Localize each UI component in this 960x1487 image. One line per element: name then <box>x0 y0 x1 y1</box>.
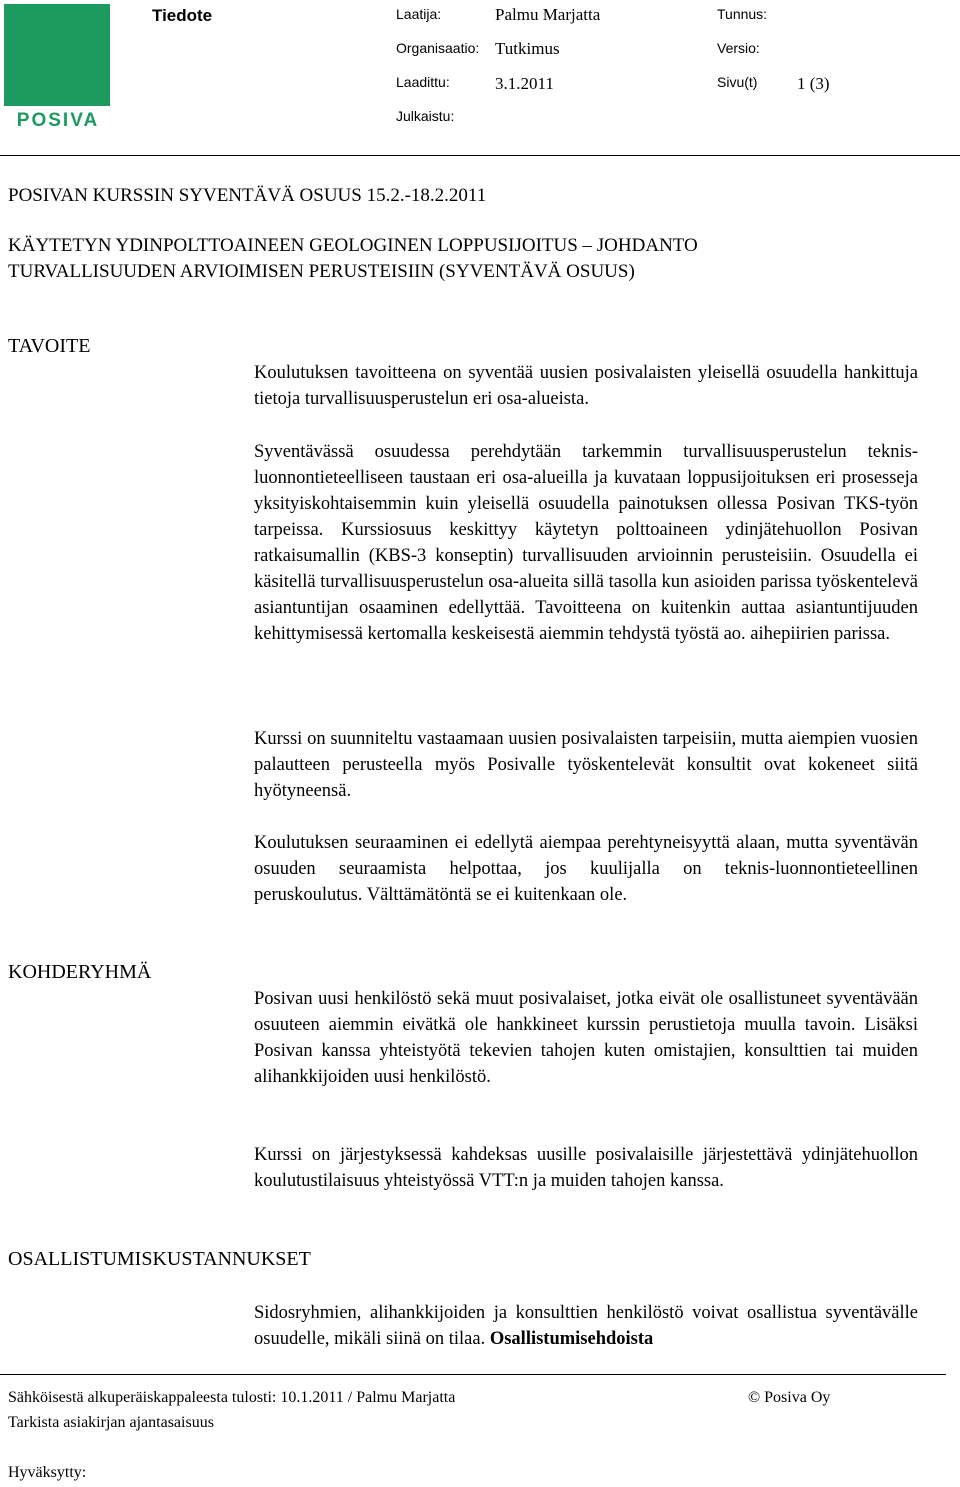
author-label: Laatija: <box>396 6 442 22</box>
organisation-value: Tutkimus <box>495 39 560 58</box>
participation-terms-bold: Osallistumisehdoista <box>489 1329 654 1349</box>
paragraph-course-design: Kurssi on suunniteltu vastaamaan uusien posivalaisten tarpeisiin, mutta aiempien vuosien palautteen perusteella myös Posivalle työskentelevät konsultit ovat kokeneet siitä hyötyneensä. <box>254 729 918 801</box>
organisation-label: Organisaatio: <box>396 40 480 56</box>
paragraph-goal-details: Syventävässä osuudessa perehdytään tarkemmin turvallisuusperustelun teknis-luonnontieteelliseen taustaan eri osa-alueilla ja kuvataan loppusijoituksen eri prosesseja yksityiskohtaisemmin kuin yleisellä osuudella painotuksen ollessa Posivan TKS-työn tarpeissa. Kurssiosuus keskittyy käytetyn polttoaineen ydinjätehuollon Posivan ratkaisumallin (KBS-3 konseptin) turvallisuuden arvioinnin perusteisiin. Osuudella ei käsitellä turvallisuusperustelun osa-alueita sillä tasolla kun asioiden parissa työskentelevä asiantuntijan osaaminen edellyttää. Tavoitteena on kuitenkin auttaa asiantuntijuuden kehittymisessä kertomalla keskeisestä aiemmin tehdystä työstä ao. aihepiirien parissa. <box>254 442 918 644</box>
page-value: 1 (3) <box>797 74 830 93</box>
section-label-osallistumiskustannukset: OSALLISTUMISKUSTANNUKSET <box>8 1248 311 1270</box>
section-label-kohderyhma: KOHDERYHMÄ <box>8 961 152 983</box>
created-value: 3.1.2011 <box>495 74 554 93</box>
footer-printed: Sähköisestä alkuperäiskappaleesta tulosti: 10.1.2011 / Palmu Marjatta <box>8 1389 456 1406</box>
logo-wordmark <box>4 108 112 130</box>
version-label: Versio: <box>717 40 760 56</box>
subject-title-line1: KÄYTETYN YDINPOLTTOAINEEN GEOLOGINEN LOPPUSIJOITUS – JOHDANTO <box>8 235 698 256</box>
posiva-logo <box>4 4 112 132</box>
footer-divider <box>0 1374 946 1375</box>
header-divider <box>0 155 960 156</box>
paragraph-course-history: Kurssi on järjestyksessä kahdeksas uusille posivalaisille järjestettävä ydinjätehuollon koulutustilaisuus yhteistyössä VTT:n ja muiden tahojen kanssa. <box>254 1145 918 1191</box>
course-title: POSIVAN KURSSIN SYVENTÄVÄ OSUUS 15.2.-18.2.2011 <box>8 185 487 206</box>
published-label: Julkaistu: <box>396 108 455 124</box>
document-type: Tiedote <box>152 6 213 25</box>
svg-text:POSIVA: POSIVA <box>16 110 100 130</box>
footer-copyright: © Posiva Oy <box>748 1389 831 1406</box>
paragraph-goal-intro: Koulutuksen tavoitteena on syventää uusien posivalaisten yleisellä osuudella hankittuja tietoja turvallisuusperustelun eri osa-alueista. <box>254 363 918 409</box>
id-label: Tunnus: <box>717 6 768 22</box>
page-label: Sivu(t) <box>717 74 758 90</box>
footer-approved-label: Hyväksytty: <box>8 1464 87 1481</box>
participation-text: Sidosryhmien, alihankkijoiden ja konsulttien henkilöstö voivat osallistua syventävälle osuudelle, mikäli siinä on tilaa. <box>254 1303 918 1349</box>
paragraph-participation-costs <box>254 1300 918 1352</box>
subject-title-line2: TURVALLISUUDEN ARVIOIMISEN PERUSTEISIIN (SYVENTÄVÄ OSUUS) <box>8 261 635 282</box>
created-label: Laadittu: <box>396 74 450 90</box>
paragraph-prerequisites: Koulutuksen seuraaminen ei edellytä aiempaa perehtyneisyyttä alaan, mutta syventävän osuuden seuraamista helpottaa, jos kuulijalla on teknis-luonnontieteellinen peruskoulutus. Välttämätöntä se ei kuitenkaan ole. <box>254 833 918 905</box>
logo-green-block <box>4 4 110 106</box>
author-value: Palmu Marjatta <box>495 5 601 24</box>
paragraph-target-group: Posivan uusi henkilöstö sekä muut posivalaiset, jotka eivät ole osallistuneet syventävään osuuteen aiemmin eivätkä ole hankkineet kurssin perustietoja muulla tavoin. Lisäksi Posivan kanssa yhteistyötä tekevien tahojen kuten omistajien, konsulttien tai muiden alihankkijoiden uusi henkilöstö. <box>254 989 918 1087</box>
section-label-tavoite: TAVOITE <box>8 335 91 357</box>
footer-check-notice: Tarkista asiakirjan ajantasaisuus <box>8 1414 214 1431</box>
